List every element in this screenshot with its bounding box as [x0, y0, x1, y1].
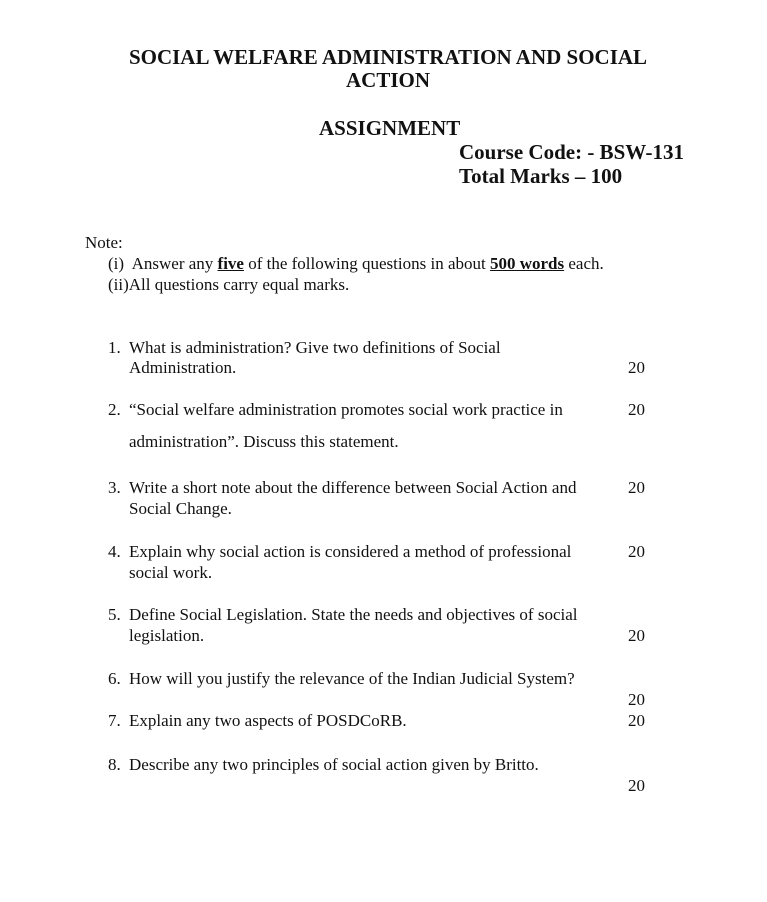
question-8-marks: 20: [628, 776, 645, 795]
note-heading: Note:: [85, 233, 123, 252]
note-item-1-mid: of the following questions in about: [248, 254, 486, 273]
question-5-text-line-2: legislation.: [129, 626, 205, 645]
question-1-text-line-2: Administration.: [129, 358, 237, 377]
document-title-line-2: ACTION: [345, 68, 430, 92]
note-item-1-bold-five: five: [217, 254, 244, 273]
question-2-marks: 20: [628, 400, 645, 419]
question-5-marks: 20: [628, 626, 645, 645]
note-item-2: [108, 275, 349, 295]
question-2-number: 2.: [108, 400, 121, 419]
question-3-text-line-1: Write a short note about the difference between Social Action and: [129, 478, 577, 497]
question-7-text-line-1: Explain any two aspects of POSDCoRB.: [129, 711, 407, 730]
note-item-2-text: All questions carry equal marks.: [128, 275, 350, 294]
note-item-1: [108, 254, 604, 274]
question-4-text-line-2: social work.: [129, 563, 213, 582]
question-8-number: 8.: [108, 755, 121, 774]
question-6-text-line-1: How will you justify the relevance of the Indian Judicial System?: [129, 669, 575, 688]
question-5-number: 5.: [108, 605, 121, 624]
assignment-heading: ASSIGNMENT: [319, 116, 461, 140]
question-8-text-line-1: Describe any two principles of social action given by Britto.: [129, 755, 539, 774]
document-title-line-1: SOCIAL WELFARE ADMINISTRATION AND SOCIAL: [128, 45, 648, 69]
question-1-number: 1.: [108, 338, 121, 357]
note-item-1-number: (i): [108, 254, 125, 273]
note-item-1-pre: Answer any: [131, 254, 214, 273]
note-item-1-post: each.: [568, 254, 604, 273]
question-6-marks: 20: [628, 690, 645, 709]
question-3-marks: 20: [628, 478, 645, 497]
question-7-number: 7.: [108, 711, 121, 730]
note-item-1-bold-words: 500 words: [489, 254, 565, 273]
note-item-2-number: (ii): [108, 275, 129, 294]
course-code: Course Code: - BSW-131: [459, 140, 684, 164]
question-1-marks: 20: [628, 358, 645, 377]
question-1-text-line-1: What is administration? Give two definitions of Social: [129, 338, 501, 357]
total-marks: Total Marks – 100: [459, 164, 623, 188]
question-4-marks: 20: [628, 542, 645, 561]
question-7-marks: 20: [628, 711, 645, 730]
question-2-text-line-2: administration”. Discuss this statement.: [129, 432, 399, 451]
question-2-text-line-1: “Social welfare administration promotes social work practice in: [129, 400, 563, 419]
question-3-number: 3.: [108, 478, 121, 497]
question-5-text-line-1: Define Social Legislation. State the needs and objectives of social: [129, 605, 578, 624]
question-3-text-line-2: Social Change.: [129, 499, 232, 518]
question-6-number: 6.: [108, 669, 121, 688]
question-4-number: 4.: [108, 542, 121, 561]
question-4-text-line-1: Explain why social action is considered a method of professional: [129, 542, 572, 561]
